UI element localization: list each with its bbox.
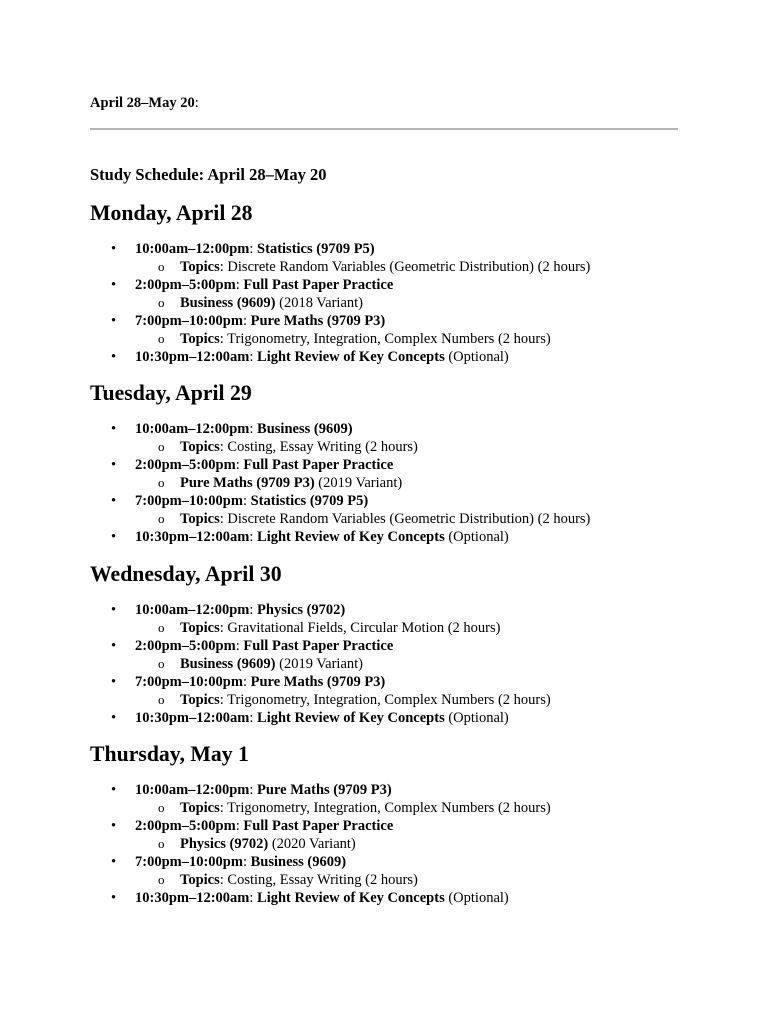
- detail-label: Pure Maths (9709 P3): [180, 475, 315, 491]
- task-sublist: [135, 871, 690, 889]
- sub-bullet-icon: o: [158, 259, 165, 274]
- task-detail: [90, 438, 690, 456]
- task-separator: :: [249, 710, 258, 726]
- detail-text: (2018 Variant): [279, 295, 364, 311]
- bullet-icon: •: [111, 782, 117, 798]
- task-subject: Light Review of Key Concepts: [257, 349, 445, 365]
- task-separator: :: [249, 782, 258, 798]
- task-time: 10:00am–12:00pm: [135, 602, 250, 618]
- detail-separator: :: [219, 800, 228, 816]
- detail-separator: :: [219, 511, 228, 527]
- task-detail: [90, 835, 690, 853]
- task-time: 2:00pm–5:00pm: [135, 818, 236, 834]
- sub-bullet-icon: o: [158, 475, 165, 490]
- task-note: (Optional): [444, 349, 509, 365]
- task-time: 10:30pm–12:00am: [135, 349, 250, 365]
- task-sublist: [135, 619, 690, 637]
- task-list: [90, 420, 690, 546]
- task-time: 2:00pm–5:00pm: [135, 457, 236, 473]
- task-list: [90, 781, 690, 907]
- detail-separator: :: [219, 872, 228, 888]
- detail-label: Physics (9702): [180, 836, 269, 852]
- task-item: [90, 709, 690, 727]
- sub-bullet-icon: o: [158, 295, 165, 310]
- detail-text: Discrete Random Variables (Geometric Distribution) (2 hours): [227, 511, 591, 527]
- detail-label: Business (9609): [180, 295, 276, 311]
- task-line: [135, 528, 690, 546]
- task-detail: [90, 799, 690, 817]
- task-sublist: [135, 258, 690, 276]
- task-separator: :: [249, 421, 258, 437]
- detail-separator: :: [219, 439, 228, 455]
- task-separator: :: [249, 890, 258, 906]
- task-sublist: [135, 474, 690, 492]
- task-subject: Full Past Paper Practice: [243, 638, 394, 654]
- day-heading: Thursday, May 1: [90, 742, 249, 766]
- task-line: [135, 889, 690, 907]
- task-line: [135, 276, 690, 294]
- task-item: [90, 781, 690, 817]
- day-section: [90, 742, 690, 907]
- task-subject: Light Review of Key Concepts: [257, 710, 445, 726]
- sub-bullet-icon: o: [158, 692, 165, 707]
- task-subject: Light Review of Key Concepts: [257, 890, 445, 906]
- detail-text: Costing, Essay Writing (2 hours): [227, 439, 418, 455]
- detail-separator: :: [219, 259, 228, 275]
- task-line: [135, 456, 690, 474]
- task-item: [90, 889, 690, 907]
- task-subject: Pure Maths (9709 P3): [257, 782, 392, 798]
- task-separator: :: [249, 529, 258, 545]
- detail-separator: :: [219, 620, 228, 636]
- detail-label: Topics: [180, 692, 220, 708]
- sub-bullet-icon: o: [158, 511, 165, 526]
- intro-suffix: :: [194, 95, 199, 111]
- task-sublist: [135, 510, 690, 528]
- task-time: 10:30pm–12:00am: [135, 890, 250, 906]
- task-sublist: [135, 835, 690, 853]
- task-sublist: [135, 799, 690, 817]
- detail-text: (2020 Variant): [271, 836, 356, 852]
- task-detail: [90, 619, 690, 637]
- sub-bullet-icon: o: [158, 836, 165, 851]
- task-subject: Light Review of Key Concepts: [257, 529, 445, 545]
- task-item: [90, 456, 690, 492]
- task-time: 7:00pm–10:00pm: [135, 854, 243, 870]
- task-subject: Pure Maths (9709 P3): [250, 674, 386, 690]
- task-time: 7:00pm–10:00pm: [135, 674, 243, 690]
- sub-bullet-icon: o: [158, 872, 165, 887]
- day-heading: Wednesday, April 30: [90, 562, 282, 586]
- task-time: 7:00pm–10:00pm: [135, 493, 243, 509]
- sub-bullet-icon: o: [158, 331, 165, 346]
- task-detail: [90, 330, 690, 348]
- task-separator: :: [242, 854, 251, 870]
- task-separator: :: [242, 493, 251, 509]
- day-heading: Tuesday, April 29: [90, 381, 252, 405]
- task-sublist: [135, 294, 690, 312]
- task-separator: :: [249, 241, 258, 257]
- task-sublist: [135, 438, 690, 456]
- task-subject: Business (9609): [250, 854, 347, 870]
- detail-label: Topics: [180, 259, 220, 275]
- task-line: [135, 240, 690, 258]
- task-subject: Business (9609): [257, 421, 353, 437]
- task-line: [135, 709, 690, 727]
- task-detail: [90, 871, 690, 889]
- bullet-icon: •: [111, 818, 117, 834]
- detail-text: (2019 Variant): [279, 656, 364, 672]
- sub-bullet-icon: o: [158, 800, 165, 815]
- detail-text: Trigonometry, Integration, Complex Numbers (2 hours): [227, 800, 551, 816]
- task-item: [90, 312, 690, 348]
- task-time: 7:00pm–10:00pm: [135, 313, 243, 329]
- task-detail: [90, 474, 690, 492]
- task-line: [135, 781, 690, 799]
- task-time: 10:00am–12:00pm: [135, 241, 250, 257]
- page-title: Study Schedule: April 28–May 20: [90, 165, 327, 184]
- task-separator: :: [235, 638, 244, 654]
- task-sublist: [135, 330, 690, 348]
- bullet-icon: •: [111, 349, 117, 365]
- intro-range: April 28–May 20: [90, 95, 195, 111]
- task-item: [90, 492, 690, 528]
- task-line: [135, 348, 690, 366]
- bullet-icon: •: [111, 241, 117, 257]
- task-item: [90, 601, 690, 637]
- task-line: [135, 312, 690, 330]
- task-subject: Full Past Paper Practice: [243, 457, 394, 473]
- task-detail: [90, 258, 690, 276]
- task-separator: :: [249, 602, 258, 618]
- horizontal-rule: [90, 128, 678, 130]
- task-line: [135, 492, 690, 510]
- task-time: 10:00am–12:00pm: [135, 421, 250, 437]
- detail-text: Trigonometry, Integration, Complex Numbers (2 hours): [227, 692, 551, 708]
- task-subject: Pure Maths (9709 P3): [250, 313, 386, 329]
- detail-label: Topics: [180, 511, 220, 527]
- task-note: (Optional): [444, 710, 509, 726]
- task-separator: :: [235, 277, 244, 293]
- task-note: (Optional): [444, 890, 509, 906]
- detail-label: Topics: [180, 800, 220, 816]
- task-note: (Optional): [444, 529, 509, 545]
- intro-line: [90, 94, 199, 112]
- task-subject: Full Past Paper Practice: [243, 818, 394, 834]
- task-separator: :: [235, 818, 244, 834]
- task-time: 2:00pm–5:00pm: [135, 277, 236, 293]
- detail-label: Business (9609): [180, 656, 276, 672]
- task-detail: [90, 510, 690, 528]
- task-item: [90, 637, 690, 673]
- day-heading: Monday, April 28: [90, 201, 253, 225]
- task-time: 2:00pm–5:00pm: [135, 638, 236, 654]
- bullet-icon: •: [111, 313, 117, 329]
- task-line: [135, 601, 690, 619]
- task-separator: :: [242, 674, 251, 690]
- day-section: [90, 201, 690, 366]
- task-detail: [90, 655, 690, 673]
- bullet-icon: •: [111, 277, 117, 293]
- task-item: [90, 853, 690, 889]
- detail-text: Gravitational Fields, Circular Motion (2 hours): [227, 620, 501, 636]
- day-section: [90, 562, 690, 727]
- bullet-icon: •: [111, 890, 117, 906]
- sub-bullet-icon: o: [158, 656, 165, 671]
- sub-bullet-icon: o: [158, 620, 165, 635]
- task-sublist: [135, 655, 690, 673]
- detail-text: Discrete Random Variables (Geometric Distribution) (2 hours): [227, 259, 591, 275]
- bullet-icon: •: [111, 602, 117, 618]
- task-line: [135, 673, 690, 691]
- bullet-icon: •: [111, 457, 117, 473]
- bullet-icon: •: [111, 710, 117, 726]
- detail-label: Topics: [180, 872, 220, 888]
- bullet-icon: •: [111, 421, 117, 437]
- task-sublist: [135, 691, 690, 709]
- day-section: [90, 381, 690, 546]
- detail-text: Costing, Essay Writing (2 hours): [227, 872, 418, 888]
- task-item: [90, 817, 690, 853]
- task-time: 10:30pm–12:00am: [135, 529, 250, 545]
- task-time: 10:00am–12:00pm: [135, 782, 250, 798]
- task-list: [90, 240, 690, 366]
- task-time: 10:30pm–12:00am: [135, 710, 250, 726]
- detail-label: Topics: [180, 439, 220, 455]
- task-item: [90, 276, 690, 312]
- task-line: [135, 420, 690, 438]
- sub-bullet-icon: o: [158, 439, 165, 454]
- bullet-icon: •: [111, 493, 117, 509]
- bullet-icon: •: [111, 638, 117, 654]
- task-detail: [90, 294, 690, 312]
- task-line: [135, 637, 690, 655]
- bullet-icon: •: [111, 674, 117, 690]
- detail-label: Topics: [180, 620, 220, 636]
- task-item: [90, 348, 690, 366]
- task-line: [135, 853, 690, 871]
- detail-label: Topics: [180, 331, 220, 347]
- task-subject: Statistics (9709 P5): [257, 241, 375, 257]
- task-line: [135, 817, 690, 835]
- task-subject: Physics (9702): [257, 602, 346, 618]
- task-item: [90, 673, 690, 709]
- task-separator: :: [242, 313, 251, 329]
- task-subject: Statistics (9709 P5): [250, 493, 369, 509]
- task-separator: :: [249, 349, 258, 365]
- task-subject: Full Past Paper Practice: [243, 277, 394, 293]
- detail-separator: :: [219, 331, 228, 347]
- task-item: [90, 420, 690, 456]
- task-detail: [90, 691, 690, 709]
- task-separator: :: [235, 457, 244, 473]
- detail-text: (2019 Variant): [318, 475, 403, 491]
- detail-separator: :: [219, 692, 228, 708]
- task-item: [90, 240, 690, 276]
- task-item: [90, 528, 690, 546]
- detail-text: Trigonometry, Integration, Complex Numbers (2 hours): [227, 331, 551, 347]
- task-list: [90, 601, 690, 727]
- bullet-icon: •: [111, 854, 117, 870]
- bullet-icon: •: [111, 529, 117, 545]
